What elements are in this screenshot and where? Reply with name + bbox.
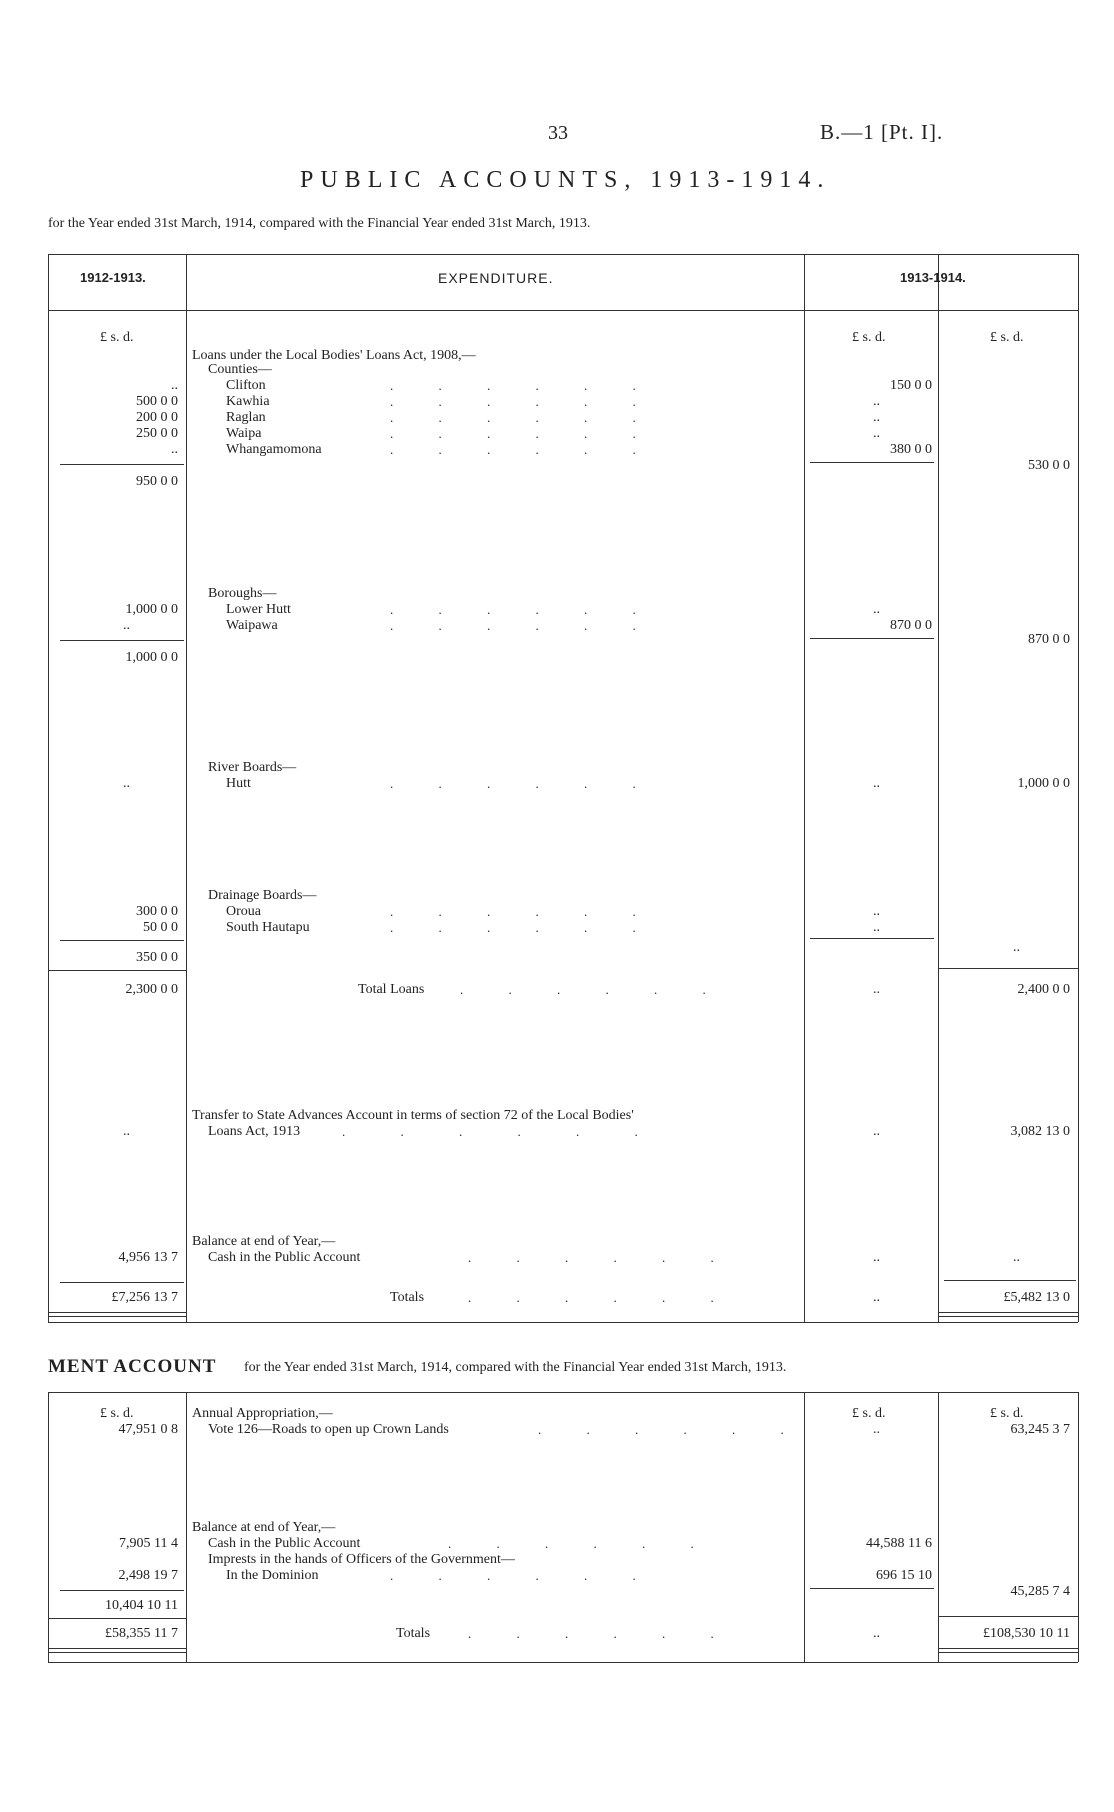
balance-prev: 4,956 13 7 — [118, 1250, 178, 1265]
counties-prev-total: 950 0 0 — [136, 474, 178, 489]
totals-curr-a: .. — [873, 1290, 880, 1305]
leader-dots: . . . . . . — [390, 394, 657, 409]
dominion-label: In the Dominion — [226, 1568, 319, 1583]
leader-dots: . . . . . . — [468, 1250, 735, 1265]
county-prev-value: 250 0 0 — [136, 426, 178, 441]
document-reference: B.—1 [Pt. I]. — [820, 120, 944, 144]
leader-dots: . . . . . . — [390, 410, 657, 425]
dominion-prev: 2,498 19 7 — [118, 1568, 178, 1583]
unit-header-curr-a: £ s. d. — [852, 1406, 886, 1421]
county-prev-value: .. — [171, 442, 178, 457]
totals-curr-b: £5,482 13 0 — [1003, 1290, 1070, 1305]
leader-dots: . . . . . . — [390, 776, 657, 791]
leader-dots: . . . . . . — [448, 1536, 715, 1551]
drainage-prev-value: 300 0 0 — [136, 904, 178, 919]
counties-heading: Counties— — [208, 362, 272, 377]
county-name: Whangamomona — [226, 442, 322, 457]
dominion-curr: 696 15 10 — [876, 1568, 932, 1583]
section-heading: MENT ACCOUNT — [48, 1356, 217, 1377]
balance-heading: Balance at end of Year,— — [192, 1234, 336, 1249]
appropriation-heading: Annual Appropriation,— — [192, 1406, 333, 1421]
totals-curr-b: £108,530 10 11 — [983, 1626, 1070, 1641]
total-loans-curr-a: .. — [873, 982, 880, 997]
leader-dots: . . . . . . — [468, 1626, 735, 1641]
total-loans-prev: 2,300 0 0 — [125, 982, 178, 997]
river-prev-value: .. — [123, 776, 130, 791]
leader-dots: . . . . . . — [390, 618, 657, 633]
vote-prev: 47,951 0 8 — [118, 1422, 178, 1437]
balance-prev-total: 10,404 10 11 — [105, 1598, 178, 1613]
vote-curr-b: 63,245 3 7 — [1010, 1422, 1070, 1437]
totals-prev: £7,256 13 7 — [111, 1290, 178, 1305]
total-loans-curr-b: 2,400 0 0 — [1017, 982, 1070, 997]
river-curr-b: 1,000 0 0 — [1017, 776, 1070, 791]
drainage-curr-value: .. — [873, 904, 880, 919]
unit-header-prev: £ s. d. — [100, 1406, 134, 1421]
county-curr-value: 150 0 0 — [890, 378, 932, 393]
county-prev-value: .. — [171, 378, 178, 393]
leader-dots: . . . . . . — [390, 602, 657, 617]
leader-dots: . . . . . . — [342, 1124, 664, 1139]
drainage-prev-value: 50 0 0 — [143, 920, 178, 935]
balance-curr-a: .. — [873, 1250, 880, 1265]
page-subtitle: for the Year ended 31st March, 1914, compared with the Financial Year ended 31st March, 1913. — [48, 216, 591, 231]
column-header-expenditure: EXPENDITURE. — [438, 270, 554, 286]
unit-header-curr-b: £ s. d. — [990, 330, 1024, 345]
unit-header-curr-b: £ s. d. — [990, 1406, 1024, 1421]
county-name: Raglan — [226, 410, 266, 425]
leader-dots: . . . . . . — [390, 1568, 657, 1583]
totals-prev: £58,355 11 7 — [105, 1626, 178, 1641]
balance-label: Cash in the Public Account — [208, 1250, 361, 1265]
total-loans-label: Total Loans — [358, 982, 425, 997]
balance-curr-total: 45,285 7 4 — [1010, 1584, 1070, 1599]
drainage-prev-total: 350 0 0 — [136, 950, 178, 965]
vote-curr-a: .. — [873, 1422, 880, 1437]
county-prev-value: 200 0 0 — [136, 410, 178, 425]
page-number: 33 — [548, 122, 568, 144]
county-curr-value: .. — [873, 426, 880, 441]
balance-heading: Balance at end of Year,— — [192, 1520, 336, 1535]
county-prev-value: 500 0 0 — [136, 394, 178, 409]
county-name: Waipa — [226, 426, 262, 441]
county-name: Kawhia — [226, 394, 270, 409]
drainage-board-name: Oroua — [226, 904, 261, 919]
river-curr-a: .. — [873, 776, 880, 791]
transfer-curr-b: 3,082 13 0 — [1010, 1124, 1070, 1139]
leader-dots: . . . . . . — [390, 904, 657, 919]
totals-curr-a: .. — [873, 1626, 880, 1641]
river-board-name: Hutt — [226, 776, 251, 791]
borough-prev-value: 1,000 0 0 — [125, 602, 178, 617]
page-title: PUBLIC ACCOUNTS, 1913-1914. — [300, 167, 831, 193]
transfer-line-2: Loans Act, 1913 — [208, 1124, 301, 1139]
transfer-prev: .. — [123, 1124, 130, 1139]
transfer-curr-a: .. — [873, 1124, 880, 1139]
cash-prev: 7,905 11 4 — [119, 1536, 178, 1551]
boroughs-prev-total: 1,000 0 0 — [125, 650, 178, 665]
leader-dots: . . . . . . — [390, 426, 657, 441]
section-subtitle: for the Year ended 31st March, 1914, compared with the Financial Year ended 31st March, 1913. — [244, 1360, 787, 1375]
drainage-boards-heading: Drainage Boards— — [208, 888, 317, 903]
borough-curr-value: 870 0 0 — [890, 618, 932, 633]
county-curr-value: .. — [873, 394, 880, 409]
borough-curr-value: .. — [873, 602, 880, 617]
boroughs-curr-total: 870 0 0 — [1028, 632, 1070, 647]
drainage-curr-value: .. — [873, 920, 880, 935]
county-curr-value: 380 0 0 — [890, 442, 932, 457]
imprests-label: Imprests in the hands of Officers of the Government— — [208, 1552, 515, 1567]
leader-dots: . . . . . . — [390, 378, 657, 393]
transfer-line-1: Transfer to State Advances Account in terms of section 72 of the Local Bodies' — [192, 1108, 634, 1123]
loans-heading: Loans under the Local Bodies' Loans Act, 1908,— — [192, 348, 476, 363]
borough-prev-value: .. — [123, 618, 130, 633]
boroughs-heading: Boroughs— — [208, 586, 277, 601]
borough-name: Lower Hutt — [226, 602, 291, 617]
unit-header-prev: £ s. d. — [100, 330, 134, 345]
leader-dots: . . . . . . — [390, 920, 657, 935]
county-name: Clifton — [226, 378, 266, 393]
counties-curr-total: 530 0 0 — [1028, 458, 1070, 473]
leader-dots: . . . . . . — [538, 1422, 805, 1437]
drainage-curr-total: .. — [1013, 940, 1020, 955]
unit-header-curr-a: £ s. d. — [852, 330, 886, 345]
cash-label: Cash in the Public Account — [208, 1536, 361, 1551]
balance-curr-b: .. — [1013, 1250, 1020, 1265]
county-curr-value: .. — [873, 410, 880, 425]
totals-label: Totals — [396, 1626, 431, 1641]
leader-dots: . . . . . . — [468, 1290, 735, 1305]
drainage-board-name: South Hautapu — [226, 920, 310, 935]
river-boards-heading: River Boards— — [208, 760, 297, 775]
leader-dots: . . . . . . — [460, 982, 727, 997]
cash-curr: 44,588 11 6 — [866, 1536, 932, 1551]
vote-label: Vote 126—Roads to open up Crown Lands — [208, 1422, 449, 1437]
column-header-1913-1914: 1913-1914. — [900, 270, 966, 285]
leader-dots: . . . . . . — [390, 442, 657, 457]
totals-label: Totals — [390, 1290, 425, 1305]
column-header-1912-1913: 1912-1913. — [80, 270, 146, 285]
borough-name: Waipawa — [226, 618, 278, 633]
